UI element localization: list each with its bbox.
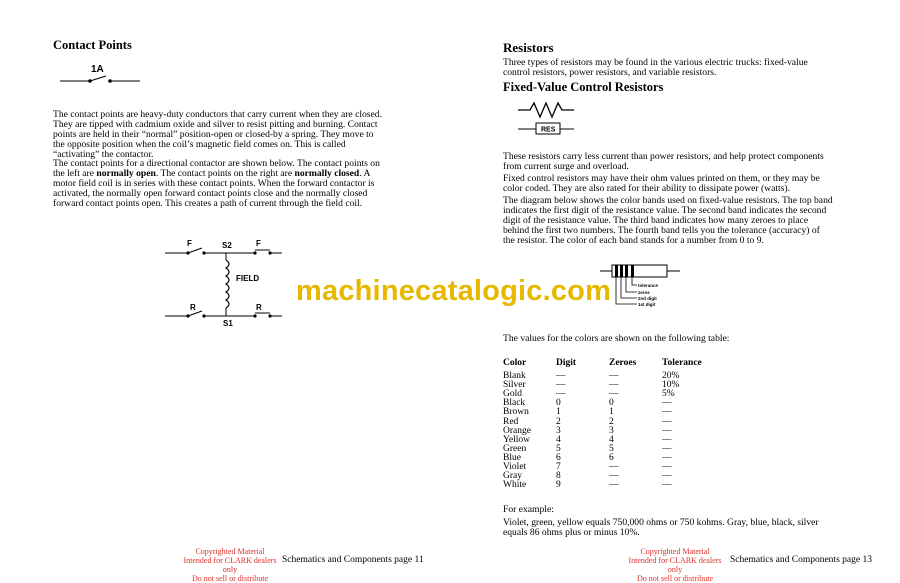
table-cell: — <box>662 425 672 436</box>
table-cell: Gold <box>503 389 522 400</box>
table-header: Digit <box>556 358 577 368</box>
resistors-paragraph-1: These resistors carry less current than power resistors, and help protect components from current surge and overload. <box>503 151 824 172</box>
diagram-label-field: FIELD <box>236 274 260 283</box>
diagram-label-f-right: F <box>256 239 261 248</box>
diagram-label-s2: S2 <box>222 241 232 250</box>
table-cell: 1 <box>556 407 561 418</box>
table-cell: 4 <box>556 434 561 445</box>
table-cell: Red <box>503 416 519 427</box>
table-intro: The values for the colors are shown on the following table: <box>503 333 730 344</box>
diagram-label-r-right: R <box>256 303 262 312</box>
band-label-zeros: zeros <box>638 290 650 295</box>
res-symbol-label: RES <box>541 126 556 134</box>
table-cell: — <box>609 371 619 382</box>
table-cell: Violet <box>503 462 527 473</box>
table-cell: — <box>556 389 566 400</box>
table-cell: 5% <box>662 389 675 400</box>
table-cell: Orange <box>503 425 531 436</box>
table-cell: 3 <box>556 425 561 436</box>
table-cell: — <box>662 471 672 482</box>
right-page-label: Schematics and Components page 13 <box>730 555 872 565</box>
example-label: For example: <box>503 504 554 515</box>
contact-label: 1A <box>91 64 104 75</box>
table-row <box>503 481 722 490</box>
table-cell: 2 <box>556 416 561 427</box>
table-header: Zeroes <box>609 358 637 368</box>
example-text: Violet, green, yellow equals 750,000 ohms or 750 kohms. Gray, blue, black, silver equals 86 ohms plus or minus 10%. <box>503 517 819 538</box>
left-page-label: Schematics and Components page 11 <box>282 555 424 565</box>
directional-contactor-diagram <box>160 236 290 332</box>
table-cell: 6 <box>556 452 561 463</box>
table-cell: 0 <box>609 398 614 409</box>
band-label-2nd-digit: 2nd digit <box>638 296 657 301</box>
table-cell: — <box>662 462 672 473</box>
table-cell: 0 <box>556 398 561 409</box>
table-cell: — <box>662 407 672 418</box>
table-cell: 2 <box>609 416 614 427</box>
table-cell: 1 <box>609 407 614 418</box>
resistors-intro: Three types of resistors may be found in the various electric trucks: fixed-value control resistors, power resistors, and variable resistors. <box>503 57 808 78</box>
table-cell: Black <box>503 398 526 409</box>
table-cell: 5 <box>609 443 614 454</box>
table-cell: Yellow <box>503 434 531 445</box>
table-cell: Silver <box>503 380 526 391</box>
fixed-value-subheading: Fixed-Value Control Resistors <box>503 80 664 94</box>
resistors-paragraph-2: Fixed control resistors may have their ohm values printed on them, or they may be color coded. They are also rated for their ability to dissipate power (watts). <box>503 173 820 194</box>
table-cell: 4 <box>609 434 614 445</box>
table-cell: 3 <box>609 425 614 436</box>
table-cell: Green <box>503 443 527 454</box>
table-cell: 9 <box>556 480 561 491</box>
watermark: machinecatalogic.com <box>296 275 612 307</box>
table-cell: Blank <box>503 371 526 382</box>
diagram-label-s1: S1 <box>223 319 233 328</box>
table-cell: White <box>503 480 527 491</box>
color-band-diagram <box>600 262 690 312</box>
resistors-heading: Resistors <box>503 40 554 55</box>
table-header: Color <box>503 358 527 368</box>
resistor-symbol-diagram <box>516 98 586 138</box>
table-cell: 5 <box>556 443 561 454</box>
left-copyright-notice: Copyrighted Material Intended for CLARK dealers only Do not sell or distribute <box>183 547 277 583</box>
table-cell: 6 <box>609 452 614 463</box>
right-copyright-notice: Copyrighted Material Intended for CLARK dealers only Do not sell or distribute <box>628 547 722 583</box>
contact-symbol-diagram <box>60 60 150 90</box>
table-cell: — <box>662 480 672 491</box>
diagram-label-r-left: R <box>190 303 196 312</box>
table-cell: 20% <box>662 371 680 382</box>
table-cell: 8 <box>556 471 561 482</box>
table-cell: — <box>609 462 619 473</box>
table-cell: — <box>609 471 619 482</box>
table-cell: — <box>662 443 672 454</box>
table-cell: 7 <box>556 462 561 473</box>
contact-points-paragraph-2: The contact points for a directional contactor are shown below. The contact points on the left are normally open. The contact points on the right are normally closed. A motor field coil is in series with these contact points. When the forward contactor is activated, the normally open forward contact points close and the normally closed forward contact points open. This creates a path of current through the field coil. <box>53 158 380 209</box>
band-label-1st-digit: 1st digit <box>638 302 656 307</box>
table-cell: — <box>556 371 566 382</box>
table-cell: Blue <box>503 452 521 463</box>
diagram-label-f-left: F <box>187 239 192 248</box>
contact-points-paragraph-1: The contact points are heavy-duty conductors that carry current when they are closed. They are tipped with cadmium oxide and silver to resist pitting and burning. Contact points are held in their “normal” position-open or closed-by a spring. They move to the opposite position when the coil’s magnetic field comes on. This is called “activating” the contactor. <box>53 109 382 160</box>
table-cell: — <box>662 452 672 463</box>
table-cell: — <box>662 398 672 409</box>
table-cell: — <box>662 416 672 427</box>
table-cell: — <box>662 434 672 445</box>
table-cell: 10% <box>662 380 680 391</box>
contact-points-heading: Contact Points <box>53 38 132 52</box>
resistors-paragraph-3: The diagram below shows the color bands used on fixed-value resistors. The top band indicates the first digit of the resistance value. The second band indicates the second digit of the resistance value. The third band indicates how many zeroes to place behind the first two numbers. The fourth band tells you the tolerance (accuracy) of the resistor. The color of each band stands for a number from 0 to 9. <box>503 195 833 246</box>
table-cell: — <box>556 380 566 391</box>
table-cell: — <box>609 389 619 400</box>
color-code-table <box>503 359 722 490</box>
table-header: Tolerance <box>662 358 702 368</box>
table-cell: Gray <box>503 471 522 482</box>
table-cell: Brown <box>503 407 529 418</box>
table-cell: — <box>609 480 619 491</box>
band-label-tolerance: tolerance <box>638 283 659 288</box>
table-cell: — <box>609 380 619 391</box>
